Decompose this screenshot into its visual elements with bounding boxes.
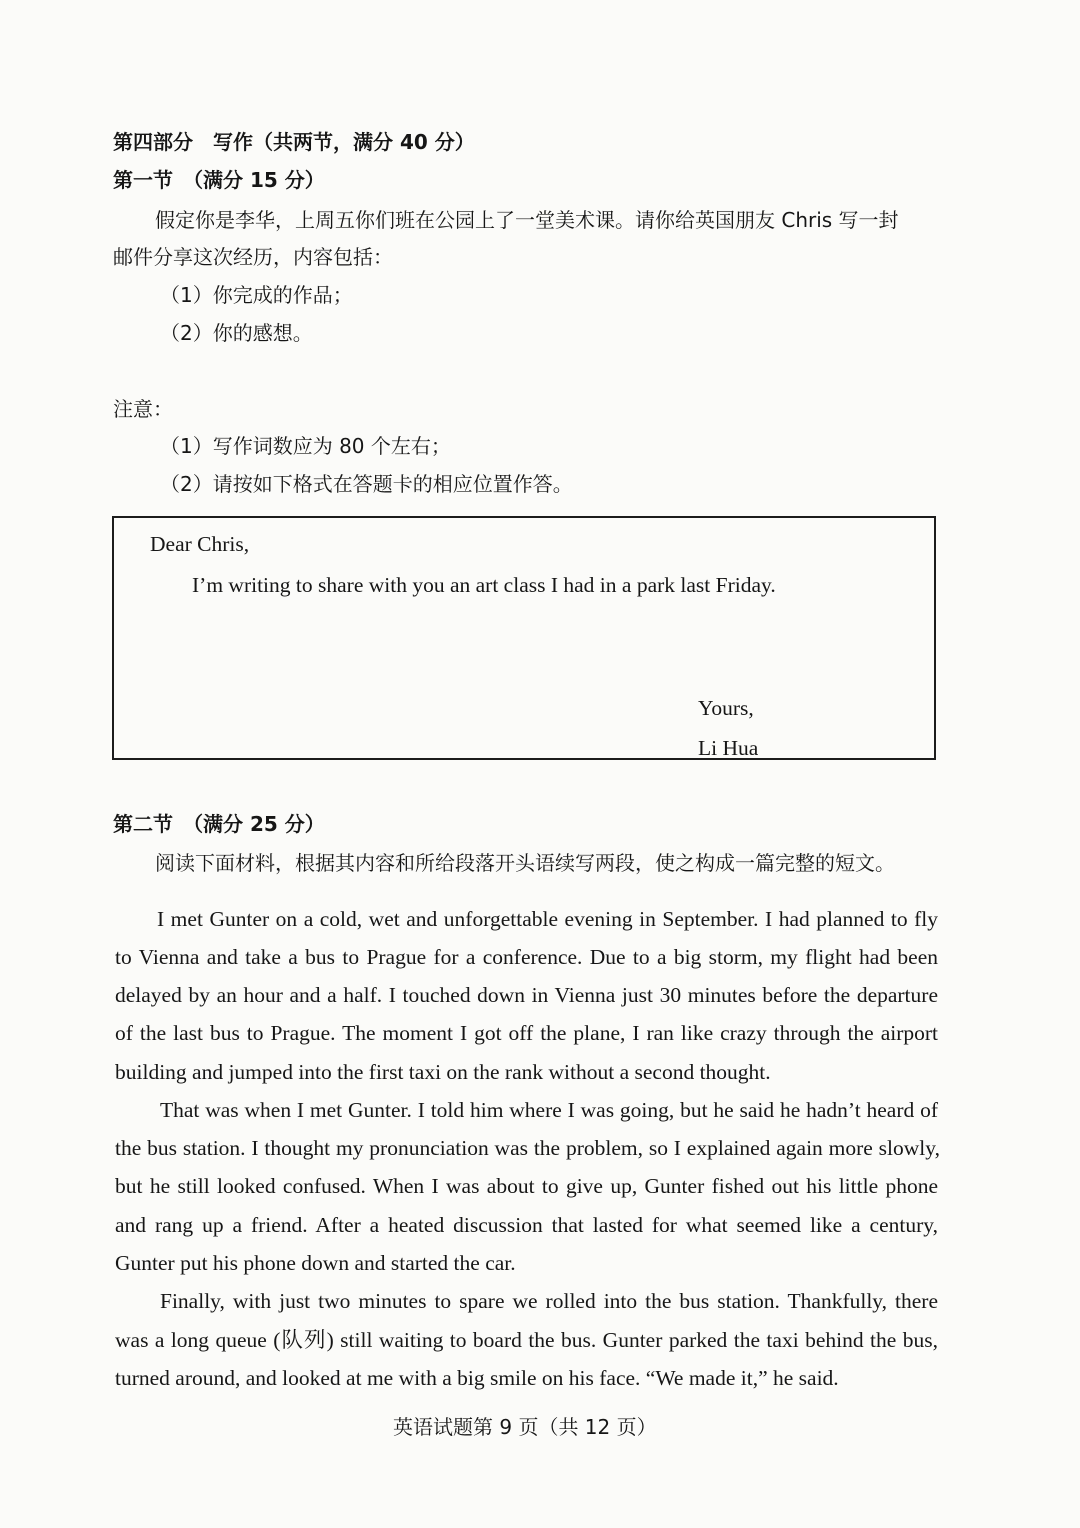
task-line-1: 假定你是李华，上周五你们班在公园上了一堂美术课。请你给英国朋友 Chris 写一封 <box>155 208 899 232</box>
passage-line: Finally, with just two minutes to spare we rolled into the bus station. Thankfully, there <box>160 1289 938 1313</box>
passage-line: Gunter put his phone down and started the car. <box>115 1251 516 1275</box>
passage-line: but he still looked confused. When I was about to give up, Gunter fished out his little phone <box>115 1174 938 1198</box>
letter-format-box <box>112 516 936 760</box>
letter-opening: I’m writing to share with you an art class I had in a park last Friday. <box>192 573 776 597</box>
passage-line: and rang up a friend. After a heated discussion that lasted for what seemed like a century, <box>115 1213 938 1237</box>
passage-line: building and jumped into the first taxi on the rank without a second thought. <box>115 1060 771 1084</box>
notes-label: 注意： <box>113 397 173 421</box>
passage-line: was a long queue (队列) still waiting to board the bus. Gunter parked the taxi behind the bus, <box>115 1328 938 1352</box>
content-point-2: （2）你的感想。 <box>160 321 313 345</box>
passage-line: turned around, and looked at me with a big smile on his face. “We made it,” he said. <box>115 1366 839 1390</box>
letter-signature: Li Hua <box>698 736 759 760</box>
note-2: （2）请按如下格式在答题卡的相应位置作答。 <box>160 472 573 496</box>
passage-line: delayed by an hour and a half. I touched down in Vienna just 30 minutes before the departure <box>115 983 938 1007</box>
passage-line: the bus station. I thought my pronunciation was the problem, so I explained again more slowly, <box>115 1136 940 1160</box>
note-1: （1）写作词数应为 80 个左右； <box>160 434 451 458</box>
letter-greeting: Dear Chris, <box>150 532 250 556</box>
section1-heading: 第一节 （满分 15 分） <box>113 168 325 192</box>
passage-line: I met Gunter on a cold, wet and unforgettable evening in September. I had planned to fly <box>157 907 938 931</box>
section2-instruction: 阅读下面材料，根据其内容和所给段落开头语续写两段，使之构成一篇完整的短文。 <box>155 851 895 875</box>
passage-line: of the last bus to Prague. The moment I got off the plane, I ran like crazy through the airport <box>115 1021 938 1045</box>
passage-line: That was when I met Gunter. I told him where I was going, but he said he hadn’t heard of <box>160 1098 938 1122</box>
page-footer: 英语试题第 9 页（共 12 页） <box>393 1415 657 1439</box>
letter-closing: Yours, <box>698 696 754 720</box>
task-line-2: 邮件分享这次经历，内容包括： <box>113 245 393 269</box>
part-heading: 第四部分 写作（共两节，满分 40 分） <box>113 130 475 154</box>
passage-line: to Vienna and take a bus to Prague for a conference. Due to a big storm, my flight had been <box>115 945 938 969</box>
section2-heading: 第二节 （满分 25 分） <box>113 812 325 836</box>
content-point-1: （1）你完成的作品； <box>160 283 353 307</box>
